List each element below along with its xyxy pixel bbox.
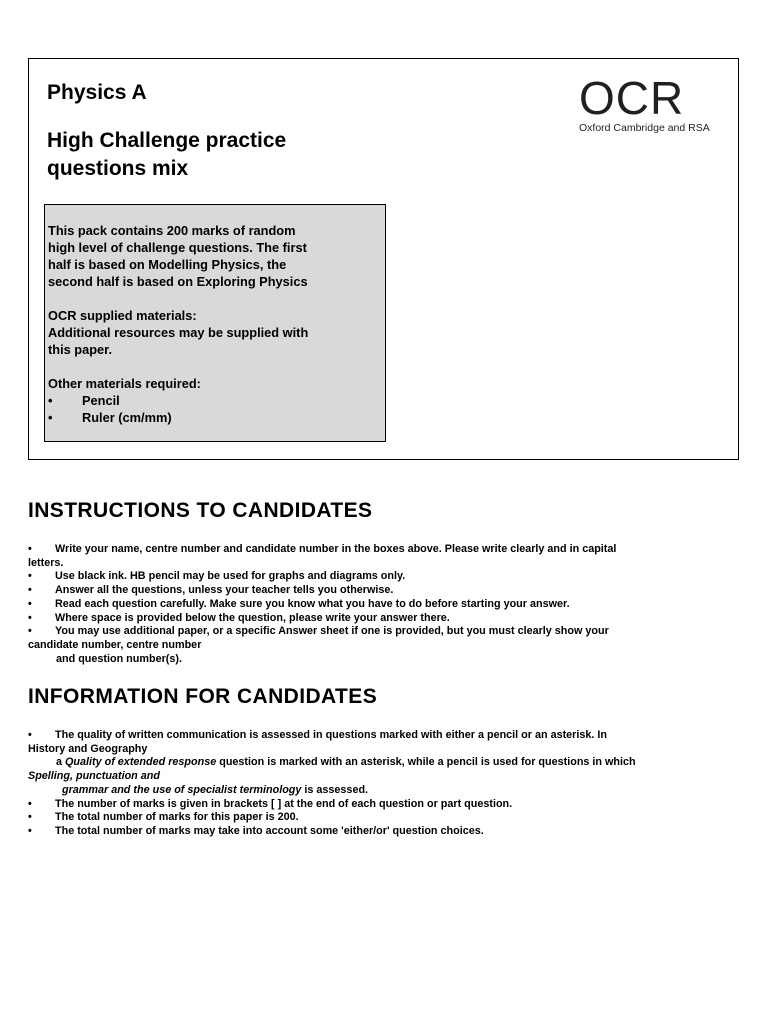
information-item-continuation: grammar and the use of specialist terminology is assessed.: [62, 783, 369, 796]
required-item-ruler: [48, 409, 382, 426]
info-line: This pack contains 200 marks of random: [48, 223, 296, 238]
instruction-item: • Read each question carefully. Make sure you know what you have to do before starting your answer.: [28, 597, 570, 610]
bullet-icon: •: [48, 393, 53, 408]
information-item: • The total number of marks may take into account some 'either/or' question choices.: [28, 824, 484, 837]
required-item-pencil: [48, 392, 382, 409]
supplied-materials-line: this paper.: [48, 342, 113, 357]
paper-title-line-1: High Challenge practice: [47, 129, 287, 152]
paper-title-line-2: questions mix: [47, 157, 189, 180]
info-line: high level of challenge questions. The first: [48, 240, 307, 255]
instruction-item: • Use black ink. HB pencil may be used for graphs and diagrams only.: [28, 570, 406, 583]
paper-title: [47, 127, 387, 183]
instruction-item: • Where space is provided below the question, please write your answer there.: [28, 611, 450, 624]
bullet-icon: •: [48, 410, 53, 425]
bullet-icon: •: [28, 597, 32, 610]
required-item-label: Pencil: [82, 393, 120, 408]
information-heading: INFORMATION FOR CANDIDATES: [28, 685, 378, 708]
required-item-label: Ruler (cm/mm): [82, 410, 172, 425]
info-line: half is based on Modelling Physics, the: [48, 257, 287, 272]
ocr-logo: [579, 72, 719, 134]
bullet-icon: •: [28, 611, 32, 624]
information-list: [28, 729, 740, 839]
bullet-icon: •: [28, 811, 32, 824]
information-item: • The total number of marks for this paper is 200.: [28, 811, 299, 824]
information-item: • The quality of written communication is assessed in questions marked with either a pencil or an asterisk. In: [28, 729, 607, 741]
instruction-item-continuation: candidate number, centre number: [28, 638, 202, 651]
information-item: • The number of marks is given in brackets [ ] at the end of each question or part question.: [28, 797, 513, 810]
bullet-icon: •: [28, 543, 32, 555]
ocr-logo-subtitle: Oxford Cambridge and RSA: [579, 122, 710, 134]
materials-info-box: [44, 204, 386, 442]
bullet-icon: •: [28, 797, 32, 810]
bullet-icon: •: [28, 625, 32, 638]
instructions-heading: INSTRUCTIONS TO CANDIDATES: [28, 499, 373, 522]
instruction-item: • Answer all the questions, unless your teacher tells you otherwise.: [28, 584, 394, 597]
info-line: second half is based on Exploring Physics: [48, 274, 308, 289]
supplied-materials-heading: OCR supplied materials:: [48, 308, 197, 323]
required-materials-heading: Other materials required:: [48, 376, 201, 391]
instruction-item-continuation: letters.: [28, 556, 64, 569]
instruction-item: • Write your name, centre number and candidate number in the boxes above. Please write clearly and in capital: [28, 543, 617, 555]
bullet-icon: •: [28, 584, 32, 597]
bullet-icon: •: [28, 570, 32, 583]
instruction-item-continuation: and question number(s).: [56, 652, 182, 665]
bullet-icon: •: [28, 824, 32, 837]
information-item-continuation: History and Geography: [28, 742, 148, 755]
instructions-list: [28, 543, 740, 666]
ocr-logo-mark: OCR: [579, 72, 685, 124]
cover-box: [28, 58, 739, 460]
information-item-continuation: a Quality of extended response question is marked with an asterisk, while a pencil is used for questions in which: [56, 756, 636, 769]
subject-title: Physics A: [47, 81, 147, 104]
instruction-item: • You may use additional paper, or a specific Answer sheet if one is provided, but you must clearly show your: [28, 625, 609, 638]
supplied-materials-line: Additional resources may be supplied with: [48, 325, 309, 340]
information-item-continuation: Spelling, punctuation and: [28, 770, 160, 783]
bullet-icon: •: [28, 729, 32, 741]
